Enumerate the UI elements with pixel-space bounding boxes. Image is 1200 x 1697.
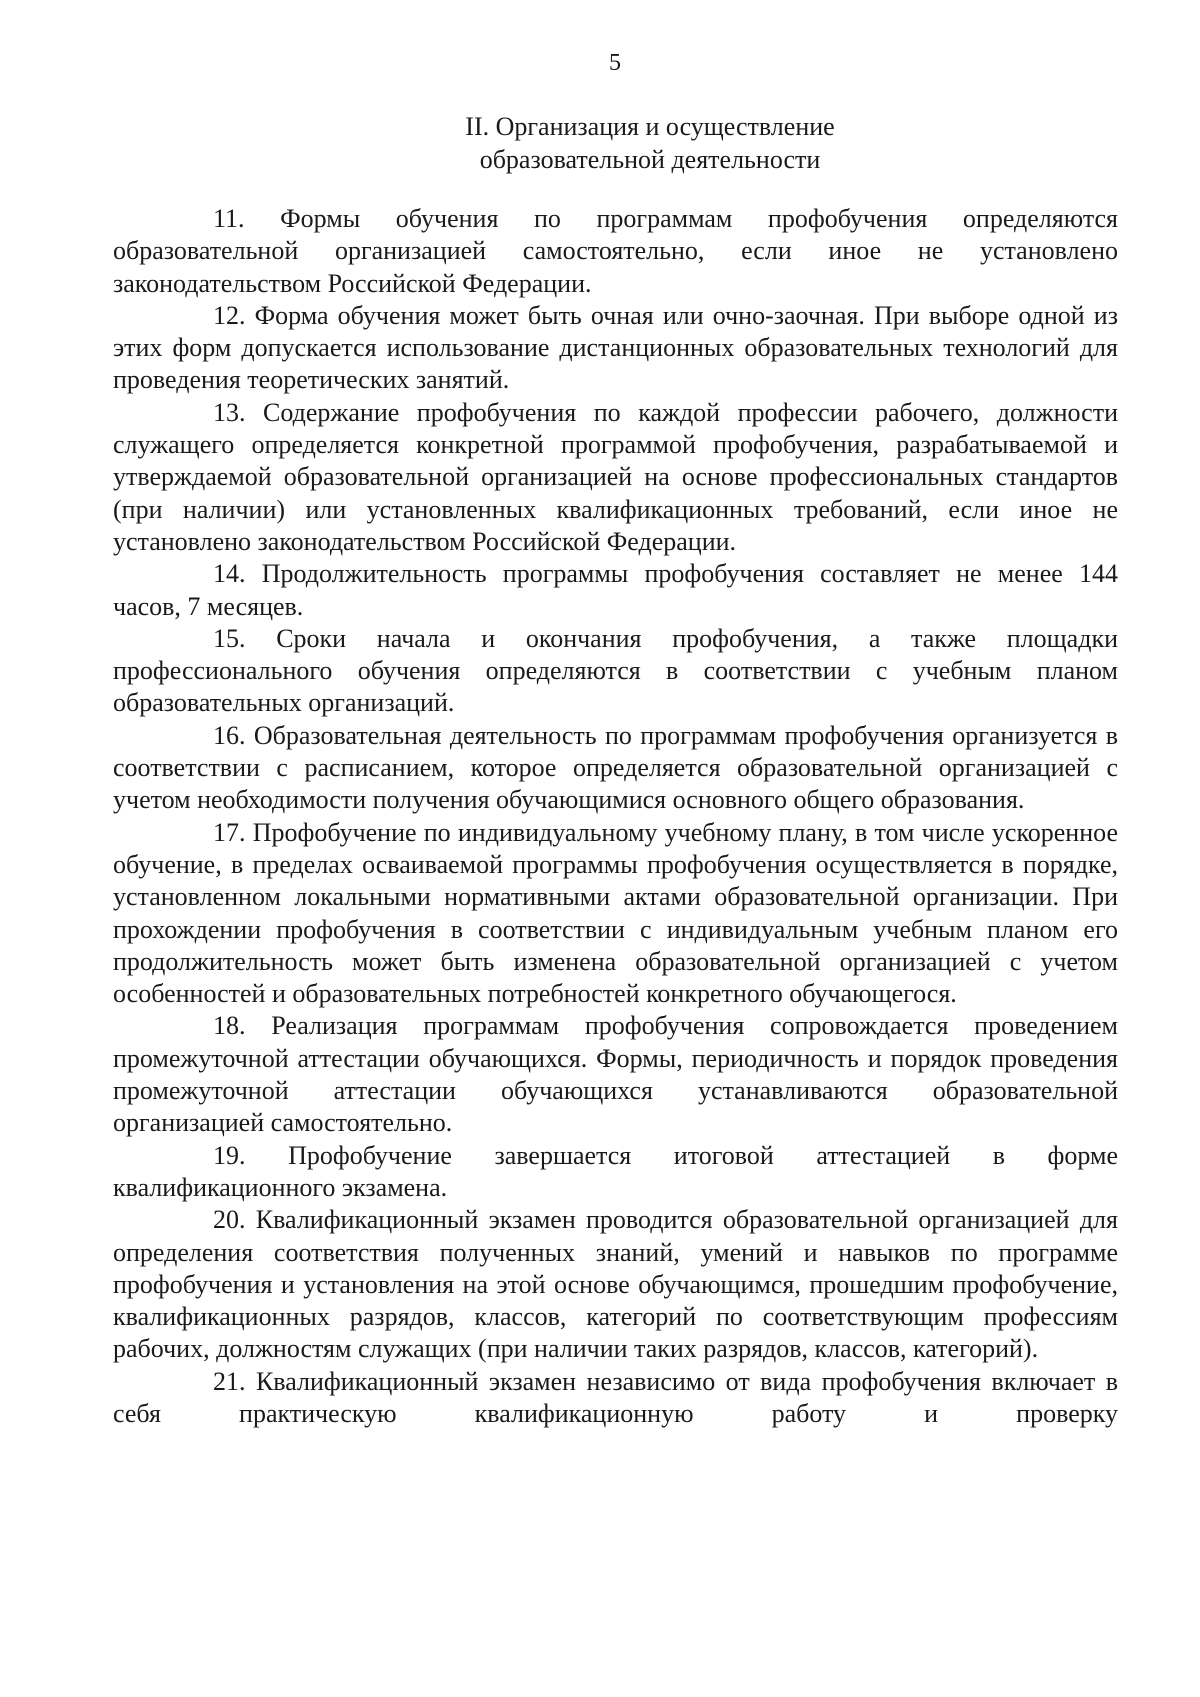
- section-title-line-2: образовательной деятельности: [479, 145, 821, 174]
- paragraph-16: 16. Образовательная деятельность по программам профобучения организуется в соответствии с расписанием, которое определяется образовательной организацией с учетом необходимости получения обучающимися основного общего образования.: [113, 720, 1118, 815]
- paragraph-14: 14. Продолжительность программы профобучения составляет не менее 144 часов, 7 месяцев.: [113, 559, 1118, 621]
- paragraph-18: 18. Реализация программам профобучения сопровождается проведением промежуточной аттестации обучающихся. Формы, периодичность и порядок проведения промежуточной аттестации обучающихся устанавливаются образовательной организацией самостоятельно.: [113, 1011, 1118, 1138]
- paragraph-15: 15. Сроки начала и окончания профобучения, а также площадки профессионального обучения определяются в соответствии с учебным планом образовательных организаций.: [113, 623, 1118, 718]
- paragraph-11: 11. Формы обучения по программам профобучения определяются образовательной организацией самостоятельно, если иное не установлено законодательством Российской Федерации.: [113, 204, 1118, 298]
- document-body: [113, 203, 1118, 1430]
- paragraph-21: 21. Квалификационный экзамен независимо от вида профобучения включает в себя практическую квалификационную работу и проверку: [113, 1366, 1118, 1428]
- paragraph-17: 17. Профобучение по индивидуальному учебному плану, в том числе ускоренное обучение, в пределах осваиваемой программы профобучения осуществляется в порядке, установленном локальными нормативными актами образовательной организации. При прохождении профобучения в соответствии с индивидуальным учебным планом его продолжительность может быть изменена образовательной организацией с учетом особенностей и образовательных потребностей конкретного обучающегося.: [113, 817, 1118, 1009]
- section-title-line-1: II. Организация и осуществление: [465, 112, 835, 141]
- paragraph-19: 19. Профобучение завершается итоговой аттестацией в форме квалификационного экзамена.: [113, 1140, 1118, 1202]
- section-title: [290, 110, 1010, 176]
- paragraph-12: 12. Форма обучения может быть очная или очно-заочная. При выборе одной из этих форм допускается использование дистанционных образовательных технологий для проведения теоретических занятий.: [113, 300, 1118, 395]
- page-number: 5: [609, 50, 621, 76]
- paragraph-20: 20. Квалификационный экзамен проводится образовательной организацией для определения соответствия полученных знаний, умений и навыков по программе профобучения и установления на этой основе обучающимся, прошедшим профобучение, квалификационных разрядов, классов, категорий по соответствующим профессиям рабочих, должностям служащих (при наличии таких разрядов, классов, категорий).: [113, 1205, 1118, 1364]
- paragraph-13: 13. Содержание профобучения по каждой профессии рабочего, должности служащего определяется конкретной программой профобучения, разрабатываемой и утверждаемой образовательной организацией на основе профессиональных стандартов (при наличии) или установленных квалификационных требований, если иное не установлено законодательством Российской Федерации.: [113, 397, 1118, 556]
